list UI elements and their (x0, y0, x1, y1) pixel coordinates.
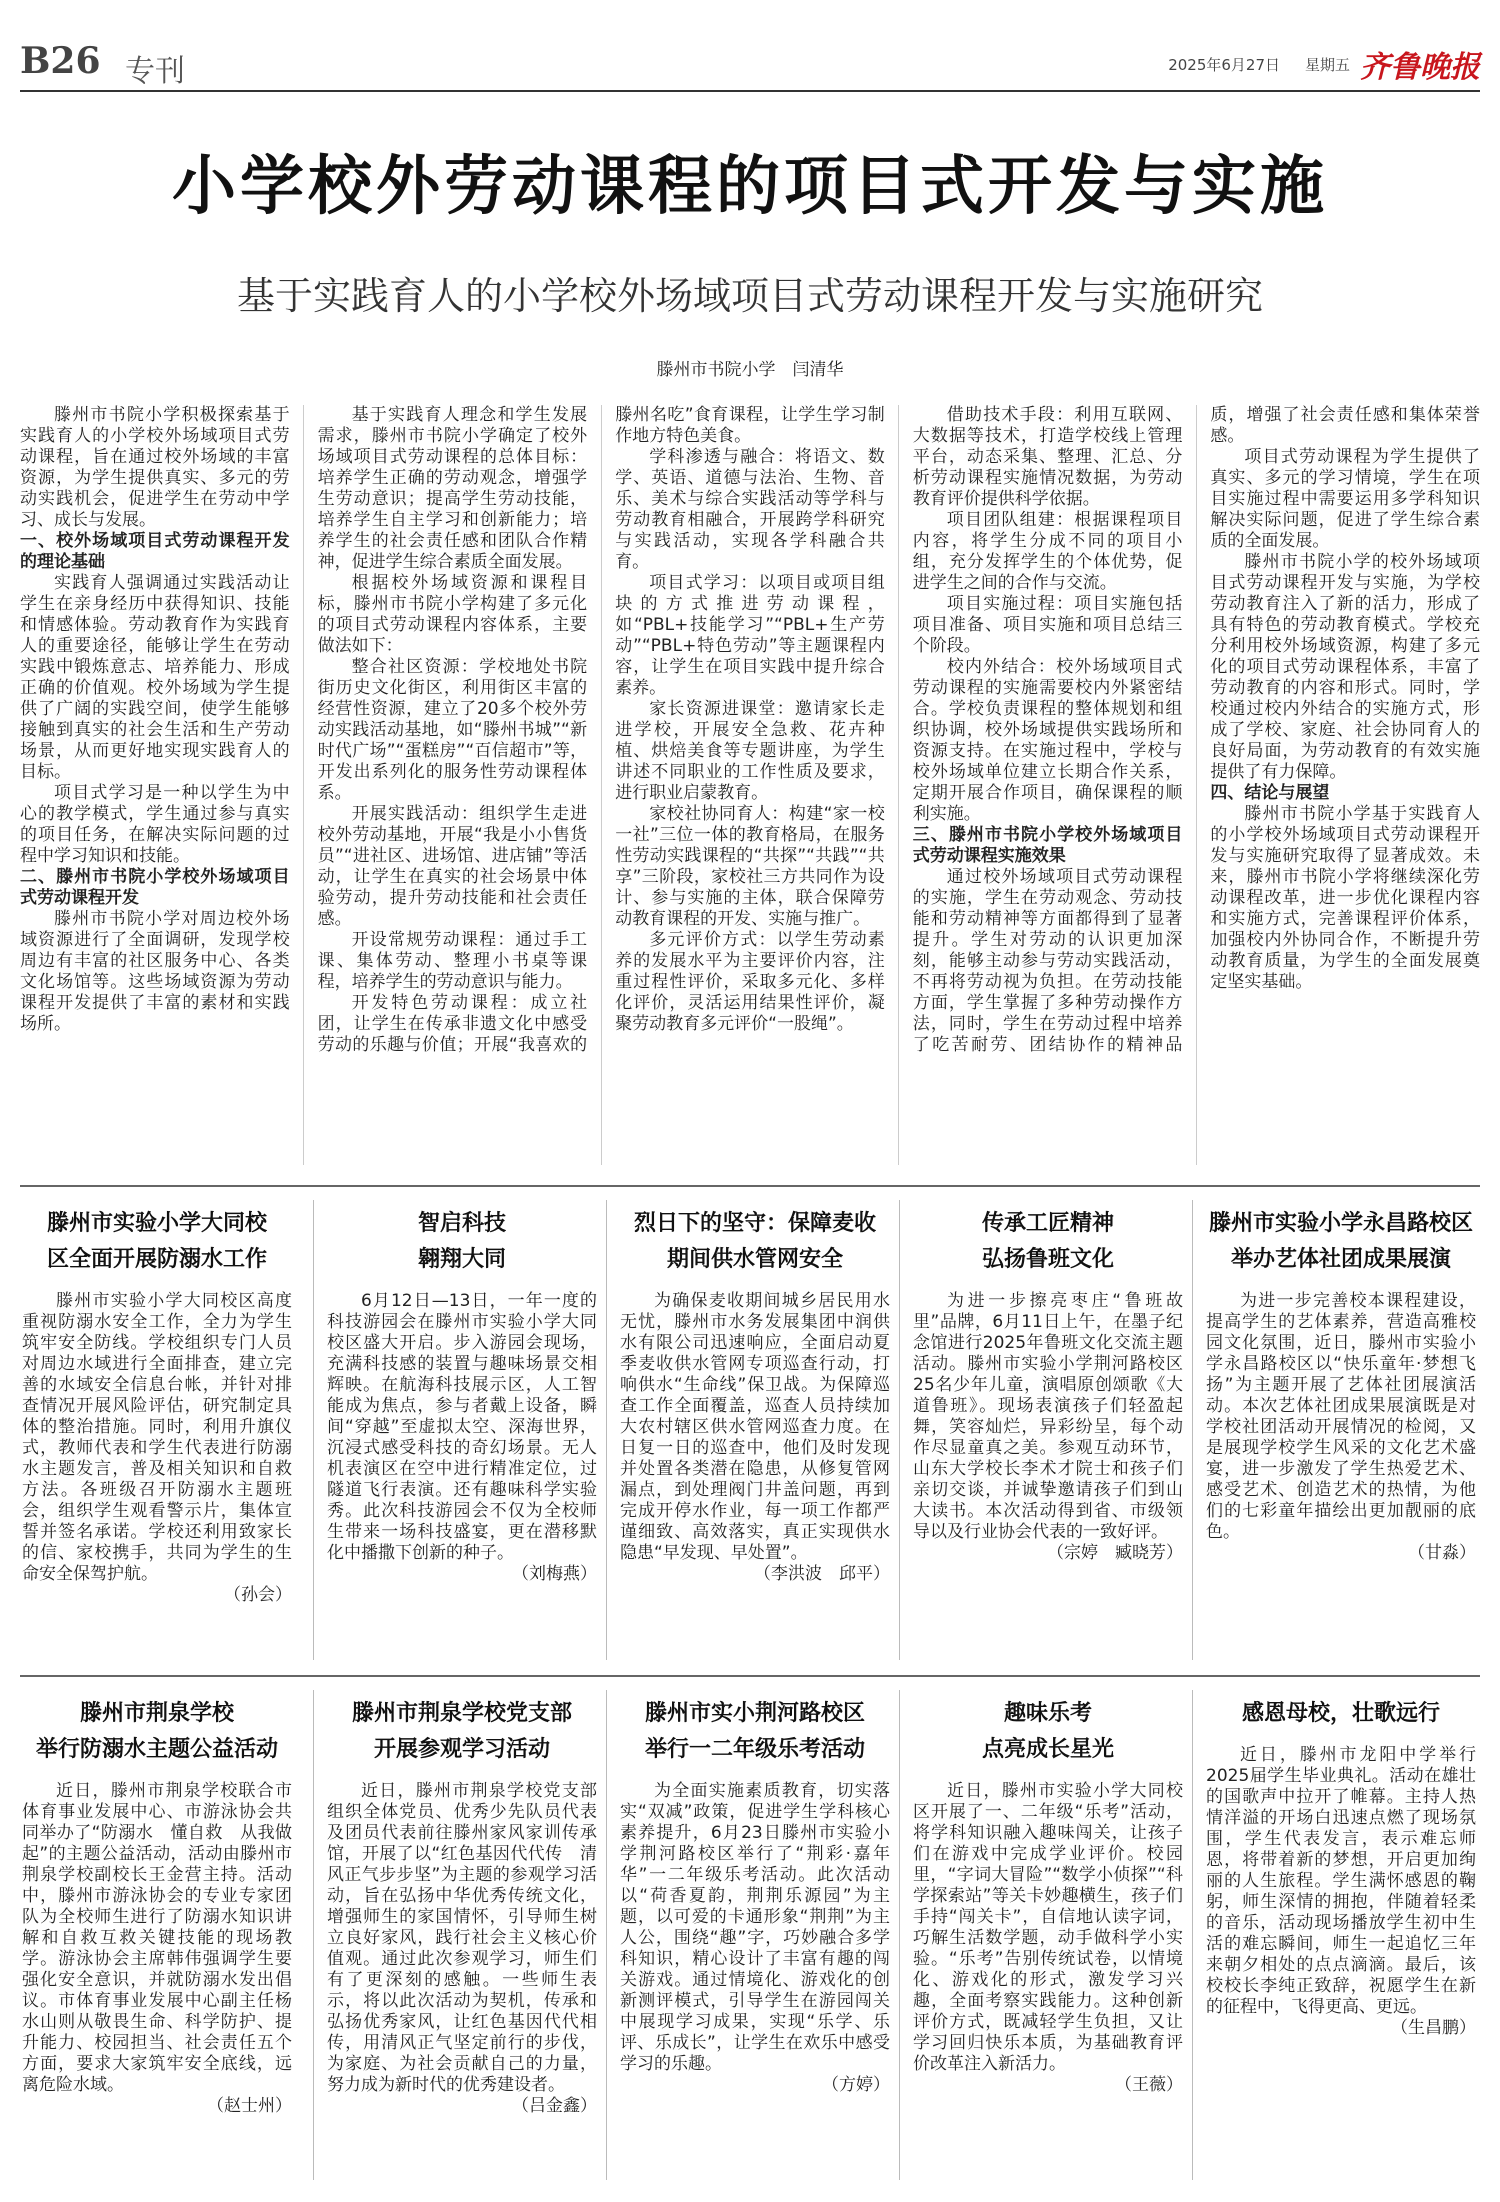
brief-headline-line: 滕州市实验小学大同校 (46, 1210, 267, 1236)
news-brief (620, 1695, 890, 2096)
brief-author: （刘梅燕） (512, 1564, 597, 1584)
column-divider (606, 1690, 607, 2180)
page-number: B26 (20, 40, 101, 82)
brief-headline-line: 开展参观学习活动 (373, 1736, 550, 1762)
brief-text: 为进一步擦亮枣庄“鲁班故里”品牌，6月11日上午，在墨子纪念馆进行2025年鲁班文化交流主题活动。滕州市实验小学荆河路校区25名少年儿童，演唱原创颂歌《大道鲁班》。现场表演孩子们轻盈起舞，笑容灿烂，异彩纷呈，每个动作尽显童真之美。参观互动环节，山东大学校长李术才院士和孩子们亲切交谈，并诚挚邀请孩子们到山大读书。本次活动得到省、市级领导以及行业协会代表的一致好评。 (913, 1291, 1183, 1542)
page-header (20, 40, 1480, 92)
article-paragraph: 基于实践育人理念和学生发展需求，滕州市书院小学确定了校外场域项目式劳动课程的总体目标：培养学生正确的劳动观念，增强学生劳动意识；提高学生劳动技能，培养学生自主学习和创新能力；培养学生的社会责任感和团队合作精神，促进学生综合素质全面发展。 (317, 405, 588, 572)
brief-body (327, 1781, 597, 2117)
section-heading: 四、结论与展望 (1210, 783, 1330, 803)
article-paragraph: 家长资源进课堂：邀请家长走进学校，开展安全急救、花卉种植、烘焙美食等专题讲座，为学生讲述不同职业的工作性质及要求，进行职业启蒙教育。 (615, 699, 885, 803)
brief-headline-line: 滕州市荆泉学校 (79, 1700, 234, 1726)
article-paragraph: 根据校外场域资源和课程目标，滕州市书院小学构建了多元化的项目式劳动课程内容体系，主要做法如下： (317, 573, 588, 656)
brief-headline (327, 1205, 597, 1277)
column-divider (313, 1200, 314, 1660)
brief-text: 近日，滕州市荆泉学校党支部组织全体党员、优秀少先队员代表及团员代表前往滕州家风家训传承馆，开展了以“红色基因代代传 清风正气步步坚”为主题的参观学习活动，旨在弘扬中华优秀传统文化，增强师生的家国情怀，引导师生树立良好家风，践行社会主义核心价值观。通过此次参观学习，师生们有了更深刻的感触。一些师生表示，将以此次活动为契机，传承和弘扬优秀家风，让红色基因代代相传，用清风正气坚定前行的步伐，为家庭、为社会贡献自己的力量，努力成为新时代的优秀建设者。 (327, 1781, 597, 2095)
brief-headline-line: 智启科技 (417, 1210, 506, 1236)
column-divider (899, 1200, 900, 1660)
article-paragraph: 多元评价方式：以学生劳动素养的发展水平为主要评价内容，注重过程性评价，采取多元化、多样化评价，灵活运用结果性评价，凝聚劳动教育多元评价“一股绳”。 (615, 930, 885, 1034)
main-headline: 小学校外劳动课程的项目式开发与实施 (172, 149, 1328, 224)
brief-author: （甘淼） (1408, 1543, 1476, 1563)
article-paragraph: 项目式学习是一种以学生为中心的教学模式，学生通过参与真实的项目任务，在解决实际问题的过程中学习知识和技能。 (20, 783, 290, 866)
brief-headline (1206, 1695, 1476, 1731)
article-paragraph: 借助技术手段：利用互联网、大数据等技术，打造学校线上管理平台，动态采集、整理、汇总、分析劳动课程实施情况数据，为劳动教育评价提供科学依据。 (912, 405, 1183, 509)
news-brief (327, 1695, 597, 2117)
article-paragraph: 开展实践活动：组织学生走进校外劳动基地，开展“我是小小售货员”“进社区、进场馆、进店铺”等活动，让学生在真实的社会场景中体验劳动，提升劳动技能和社会责任感。 (317, 804, 588, 929)
brief-author: （吕金鑫） (512, 2096, 597, 2116)
column-divider (1192, 1690, 1193, 2180)
main-article-body (20, 405, 1480, 1165)
brief-headline (913, 1695, 1183, 1767)
brief-headline (22, 1205, 292, 1277)
brief-author: （方婷） (822, 2075, 890, 2095)
article-paragraph: 项目式学习：以项目或项目组块的方式推进劳动课程，如“PBL+技能学习”“PBL+生产劳动”“PBL+特色劳动”等主题课程内容，让学生在项目实践中提升综合素养。 (615, 573, 885, 698)
column-divider (899, 1690, 900, 2180)
brief-body (620, 1291, 890, 1585)
news-brief (620, 1205, 890, 1585)
news-brief (327, 1205, 597, 1585)
brief-body (22, 1291, 292, 1606)
section-name: 专刊 (125, 54, 185, 89)
brief-headline-line: 举办艺体社团成果展演 (1230, 1246, 1451, 1272)
newspaper-logo: 齐鲁晚报 (1360, 50, 1480, 85)
brief-headline (620, 1205, 890, 1277)
brief-author: （王薇） (1115, 2075, 1183, 2095)
brief-author: （宗婷 臧晓芳） (1047, 1543, 1183, 1563)
news-brief (1206, 1695, 1476, 2039)
brief-body (22, 1781, 292, 2117)
brief-headline (620, 1695, 890, 1767)
brief-text: 近日，滕州市实验小学大同校区开展了一、二年级“乐考”活动，将学科知识融入趣味闯关，让孩子们在游戏中完成学业评价。校园里，“字词大冒险”“数学小侦探”“科学探索站”等关卡妙趣横生，孩子们手持“闯关卡”，自信地认读字词，巧解生活数学题，动手做科学小实验。“乐考”告别传统试卷，以情境化、游戏化的形式，激发学习兴趣，全面考察实践能力。这种创新评价方式，既减轻学生负担，又让学习回归快乐本质，为基础教育评价改革注入新活力。 (913, 1781, 1183, 2074)
section-divider (20, 1675, 1480, 1677)
article-paragraph: 滕州市书院小学积极探索基于实践育人的小学校外场域项目式劳动课程，旨在通过校外场域的丰富资源，为学生提供真实、多元的劳动实践机会，促进学生在劳动中学习、成长与发展。 (20, 405, 290, 530)
article-paragraph: 滕州市书院小学的校外场域项目式劳动课程开发与实施，为学校劳动教育注入了新的活力，形成了具有特色的劳动教育模式。学校充分利用校外场域资源，构建了多元化的项目式劳动课程体系，丰富了劳动教育的内容和形式。同时，学校通过校内外结合的实施方式，形成了学校、家庭、社会协同育人的良好局面，为劳动教育的有效实施提供了有力保障。 (1210, 552, 1480, 782)
brief-headline (1206, 1205, 1476, 1277)
brief-body (1206, 1291, 1476, 1564)
article-paragraph: 家校社协同育人：构建“家一校一社”三位一体的教育格局，在服务性劳动实践课程的“共探”“共践”“共享”三阶段，家校社三方共同作为设计、参与实施的主体，联合保障劳动教育课程的开发、实施与推广。 (615, 804, 885, 929)
brief-author: （李洪波 邱平） (754, 1564, 890, 1584)
brief-body (1206, 1745, 1476, 2039)
brief-headline-line: 点亮成长星光 (981, 1736, 1114, 1762)
article-paragraph: 开设常规劳动课程：通过手工课、集体劳动、整理小书桌等课程，培养学生的劳动意识与能力。 (317, 930, 588, 992)
news-brief (22, 1205, 292, 1606)
brief-text: 为确保麦收期间城乡居民用水无忧，滕州市水务发展集团中润供水有限公司迅速响应，全面启动夏季麦收供水管网专项巡查行动，打响供水“生命线”保卫战。为保障巡查工作全面覆盖，巡查人员持续加大农村辖区供水管网巡查力度。在日复一日的巡查中，他们及时发现并处置各类潜在隐患，从修复管网漏点，到处理阀门井盖问题，再到完成开停水作业，每一项工作都严谨细致、高效落实，真正实现供水隐患“早发现、早处置”。 (620, 1291, 890, 1563)
brief-headline-line: 感恩母校，壮歌远行 (1241, 1700, 1440, 1726)
brief-headline-line: 滕州市实验小学永昌路校区 (1208, 1210, 1473, 1236)
column-divider (606, 1200, 607, 1660)
brief-headline (327, 1695, 597, 1767)
brief-headline-line: 举行防溺水主题公益活动 (35, 1736, 278, 1762)
brief-text: 为进一步完善校本课程建设，提高学生的艺体素养，营造高雅校园文化氛围，近日，滕州市实验小学永昌路校区以“快乐童年·梦想飞扬”为主题开展了艺体社团展演活动。本次艺体社团成果展演既是对学校社团活动开展情况的检阅，又是展现学校学生风采的文化艺术盛宴，进一步激发了学生热爱艺术、感受艺术、创造艺术的热情，为他们的七彩童年描绘出更加靓丽的底色。 (1206, 1291, 1476, 1542)
brief-author: （孙会） (224, 1585, 292, 1605)
article-paragraph: 开发特色劳动课程：成立社团，让学生在传承非遗文化中感受劳动的乐趣与价值；开展“我喜欢的滕州名吃”食育课程，让学生学习制作地方特色美食。 (317, 405, 885, 1055)
brief-headline-line: 期间供水管网安全 (666, 1246, 843, 1272)
section-heading: 二、滕州市书院小学校外场域项目式劳动课程开发 (20, 867, 290, 908)
main-subheadline: 基于实践育人的小学校外场域项目式劳动课程开发与实施研究 (236, 274, 1263, 318)
article-paragraph: 通过校外场域项目式劳动课程的实施，学生在劳动观念、劳动技能和劳动精神等方面都得到了显著提升。学生对劳动的认识更加深刻，能够主动参与劳动实践活动，不再将劳动视为负担。在劳动技能方面，学生掌握了多种劳动操作方法，同时，学生在劳动过程中培养了吃苦耐劳、团结协作的精神品质，增强了社会责任感和集体荣誉感。 (912, 405, 1480, 1055)
news-brief (1206, 1205, 1476, 1564)
brief-text: 6月12日—13日，一年一度的科技游园会在滕州市实验小学大同校区盛大开启。步入游园会现场，充满科技感的装置与趣味场景交相辉映。在航海科技展示区，人工智能成为焦点，参与者戴上设备，瞬间“穿越”至虚拟太空、深海世界，沉浸式感受科技的奇幻场景。无人机表演区在空中进行精准定位，过隧道飞行表演。还有趣味科学实验秀。此次科技游园会不仅为全校师生带来一场科技盛宴，更在潜移默化中播撒下创新的种子。 (327, 1291, 597, 1563)
article-paragraph: 项目实施过程：项目实施包括项目准备、项目实施和项目总结三个阶段。 (912, 594, 1183, 656)
brief-body (913, 1291, 1183, 1564)
brief-headline-line: 区全面开展防溺水工作 (46, 1246, 267, 1272)
brief-text: 滕州市实验小学大同校区高度重视防溺水安全工作，全力为学生筑牢安全防线。学校组织专门人员对周边水域进行全面排查，建立完善的水域安全信息台帐，并针对排查情况开展风险评估，研究制定具体的整治措施。同时，利用升旗仪式，教师代表和学生代表进行防溺水主题发言，普及相关知识和自救方法。各班级召开防溺水主题班会，组织学生观看警示片，集体宣誓并签名承诺。学校还利用致家长的信、家校携手，共同为学生的生命安全保驾护航。 (22, 1291, 292, 1584)
article-paragraph: 项目式劳动课程为学生提供了真实、多元的学习情境，学生在项目实施过程中需要运用多学科知识解决实际问题，促进了学生综合素质的全面发展。 (1210, 447, 1480, 551)
article-paragraph: 滕州市书院小学对周边校外场域资源进行了全面调研，发现学校周边有丰富的社区服务中心、各类文化场馆等。这些场域资源为劳动课程开发提供了丰富的素材和实践场所。 (20, 909, 290, 1034)
issue-date: 2025年6月27日 (1168, 56, 1280, 74)
column-divider (1192, 1200, 1193, 1660)
section-heading: 一、校外场域项目式劳动课程开发的理论基础 (20, 531, 290, 572)
article-paragraph: 校内外结合：校外场域项目式劳动课程的实施需要校内外紧密结合。学校负责课程的整体规划和组织协调，校外场域提供实践场所和资源支持。在实施过程中，学校与校外场域单位建立长期合作关系，定期开展合作项目，确保课程的顺利实施。 (912, 657, 1183, 824)
brief-headline-line: 滕州市实小荆河路校区 (644, 1700, 865, 1726)
section-heading: 三、滕州市书院小学校外场域项目式劳动课程实施效果 (912, 825, 1183, 866)
brief-body (620, 1781, 890, 2096)
brief-headline (913, 1205, 1183, 1277)
brief-author: （赵士州） (207, 2096, 292, 2116)
brief-headline-line: 翱翔大同 (417, 1246, 506, 1272)
main-byline: 滕州市书院小学 闫清华 (656, 360, 844, 380)
article-paragraph: 实践育人强调通过实践活动让学生在亲身经历中获得知识、技能和情感体验。劳动教育作为实践育人的重要途径，能够让学生在劳动实践中锻炼意志、培养能力、形成正确的价值观。校外场域为学生提供了广阔的实践空间，使学生能够接触到真实的社会生活和生产劳动场景，从而更好地实现实践育人的目标。 (20, 573, 290, 782)
brief-headline-line: 传承工匠精神 (981, 1210, 1114, 1236)
brief-headline-line: 滕州市荆泉学校党支部 (351, 1700, 572, 1726)
brief-headline (22, 1695, 292, 1767)
brief-headline-line: 举行一二年级乐考活动 (644, 1736, 865, 1762)
section-divider (20, 1185, 1480, 1187)
article-paragraph: 整合社区资源：学校地处书院街历史文化街区，利用街区丰富的经营性资源，建立了20多个校外劳动实践活动基地，如“滕州书城”“新时代广场”“蛋糕房”“百信超市”等，开发出系列化的服务性劳动课程体系。 (317, 657, 588, 803)
news-brief (22, 1695, 292, 2117)
news-brief (913, 1205, 1183, 1564)
brief-text: 为全面实施素质教育，切实落实“双减”政策，促进学生学科核心素养提升，6月23日滕州市实验小学荆河路校区举行了“荆彩·嘉年华”一二年级乐考活动。此次活动以“荷香夏韵，荆荆乐源园”为主题，以可爱的卡通形象“荆荆”为主人公，围绕“趣”字，巧妙融合多学科知识，精心设计了丰富有趣的闯关游戏。通过情境化、游戏化的创新测评模式，引导学生在游园闯关中展现学习成果，实现“乐学、乐评、乐成长”，让学生在欢乐中感受学习的乐趣。 (620, 1781, 890, 2074)
brief-headline-line: 趣味乐考 (1003, 1700, 1092, 1726)
news-brief (913, 1695, 1183, 2096)
column-divider (313, 1690, 314, 2180)
article-paragraph: 学科渗透与融合：将语文、数学、英语、道德与法治、生物、音乐、美术与综合实践活动等学科与劳动教育相融合，开展跨学科研究与实践活动，实现各学科融合共育。 (615, 447, 885, 572)
brief-headline-line: 烈日下的坚守：保障麦收 (633, 1210, 876, 1236)
brief-body (327, 1291, 597, 1585)
brief-text: 近日，滕州市荆泉学校联合市体育事业发展中心、市游泳协会共同举办了“防溺水 懂自救 从我做起”的主题公益活动，活动由滕州市荆泉学校副校长王金营主持。活动中，滕州市游泳协会的专业专家团队为全校师生进行了防溺水知识讲解和自救互救关键技能的现场教学。游泳协会主席韩伟强调学生要强化安全意识，并就防溺水发出倡议。市体育事业发展中心副主任杨水山则从敬畏生命、科学防护、提升能力、校园担当、社会责任五个方面，要求大家筑牢安全底线，远离危险水域。 (22, 1781, 292, 2095)
brief-headline-line: 弘扬鲁班文化 (981, 1246, 1114, 1272)
brief-text: 近日，滕州市龙阳中学举行2025届学生毕业典礼。活动在雄壮的国歌声中拉开了帷幕。主持人热情洋溢的开场白迅速点燃了现场氛围，学生代表发言，表示难忘师恩，将带着新的梦想，开启更加绚丽的人生旅程。学生满怀感恩的鞠躬，师生深情的拥抱，伴随着轻柔的音乐，活动现场播放学生初中生活的难忘瞬间，师生一起追忆三年来朝夕相处的点点滴滴。最后，该校校长李纯正致辞，祝愿学生在新的征程中，飞得更高、更远。 (1206, 1745, 1476, 2017)
brief-author: （生昌鹏） (1391, 2018, 1476, 2038)
issue-weekday: 星期五 (1304, 56, 1350, 74)
article-paragraph: 项目团队组建：根据课程项目内容，将学生分成不同的项目小组，充分发挥学生的个体优势，促进学生之间的合作与交流。 (912, 510, 1183, 593)
article-paragraph: 滕州市书院小学基于实践育人的小学校外场域项目式劳动课程开发与实施研究取得了显著成效。未来，滕州市书院小学将继续深化劳动课程改革，进一步优化课程内容和实施方式，完善课程评价体系，加强校内外协同合作，不断提升劳动教育质量，为学生的全面发展奠定坚实基础。 (1210, 804, 1480, 992)
brief-body (913, 1781, 1183, 2096)
